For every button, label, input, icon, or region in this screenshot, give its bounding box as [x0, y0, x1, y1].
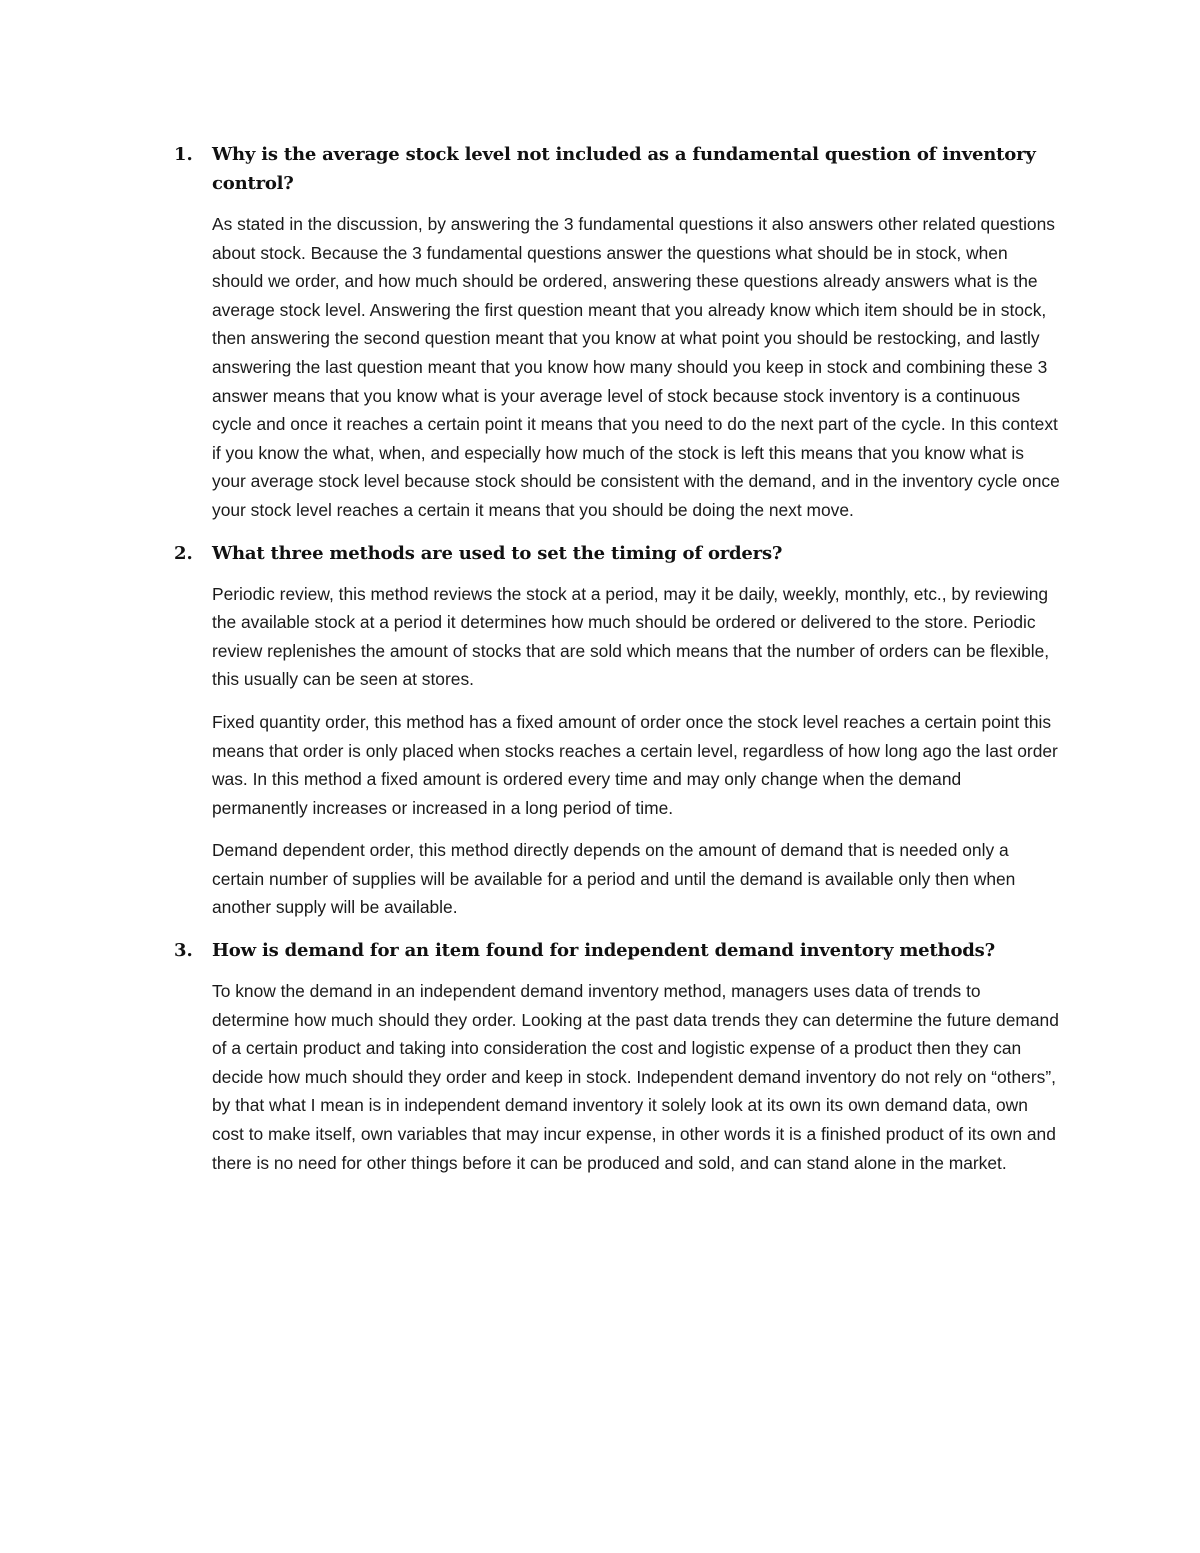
answer-paragraph: Demand dependent order, this method directly depends on the amount of demand that is needed only a certain number of supplies will be available for a period and until the demand is available only then when another supply will be available. [212, 840, 1016, 918]
question-heading: What three methods are used to set the timing of orders? [212, 542, 783, 564]
qa-item-2 [168, 539, 1060, 923]
question-number: 1. [174, 144, 193, 165]
question-list [168, 140, 1060, 1191]
qa-item-3 [168, 936, 1060, 1177]
answer-paragraph: Periodic review, this method reviews the stock at a period, may it be daily, weekly, monthly, etc., by reviewing the available stock at a period it determines how much should be ordered or delivered to the store. Periodic review replenishes the amount of stocks that are sold which means that the number of orders can be flexible, this usually can be seen at stores. [212, 583, 1050, 690]
question-heading: How is demand for an item found for independent demand inventory methods? [212, 940, 995, 962]
qa-item-1 [168, 140, 1060, 525]
answer-paragraph: As stated in the discussion, by answering the 3 fundamental questions it also answers other related questions about stock. Because the 3 fundamental questions answer the questions what should be in stock, when should we order, and how much should be ordered, answering these questions already answers what is the average stock level. Answering the first question meant that you already know which item should be in stock, then answering the second question meant that you know at what point you should be restocking, and lastly answering the last question meant that you know how many should you keep in stock and combining these 3 answer means that you know what is your average level of stock because stock inventory is a continuous cycle and once it reaches a certain point it means that you need to do the next part of the cycle. In this context if you know the what, when, and especially how much of the stock is left this means that you know what is your average stock level because stock should be consistent with the demand, and in the inventory cycle once your stock level reaches a certain it means that you should be doing the next move. [212, 214, 1060, 520]
answer-paragraph: Fixed quantity order, this method has a fixed amount of order once the stock level reaches a certain point this means that order is only placed when stocks reaches a certain level, regardless of how long ago the last order was. In this method a fixed amount is ordered every time and may only change when the demand permanently increases or increased in a long period of time. [212, 711, 1058, 818]
question-number: 3. [174, 940, 193, 962]
question-heading: Why is the average stock level not included as a fundamental question of inventory control? [212, 144, 1036, 194]
question-number: 2. [174, 542, 193, 564]
answer-paragraph: To know the demand in an independent demand inventory method, managers uses data of trends to determine how much should they order. Looking at the past data trends they can determine the future demand of a certain product and taking into consideration the cost and logistic expense of a product then they can decide how much should they order and keep in stock. Independent demand inventory do not rely on “others”, by that what I mean is in independent demand inventory it solely look at its own its own demand data, own cost to make itself, own variables that may incur expense, in other words it is a finished product of its own and there is no need for other things before it can be produced and sold, and can stand alone in the market. [212, 981, 1059, 1173]
